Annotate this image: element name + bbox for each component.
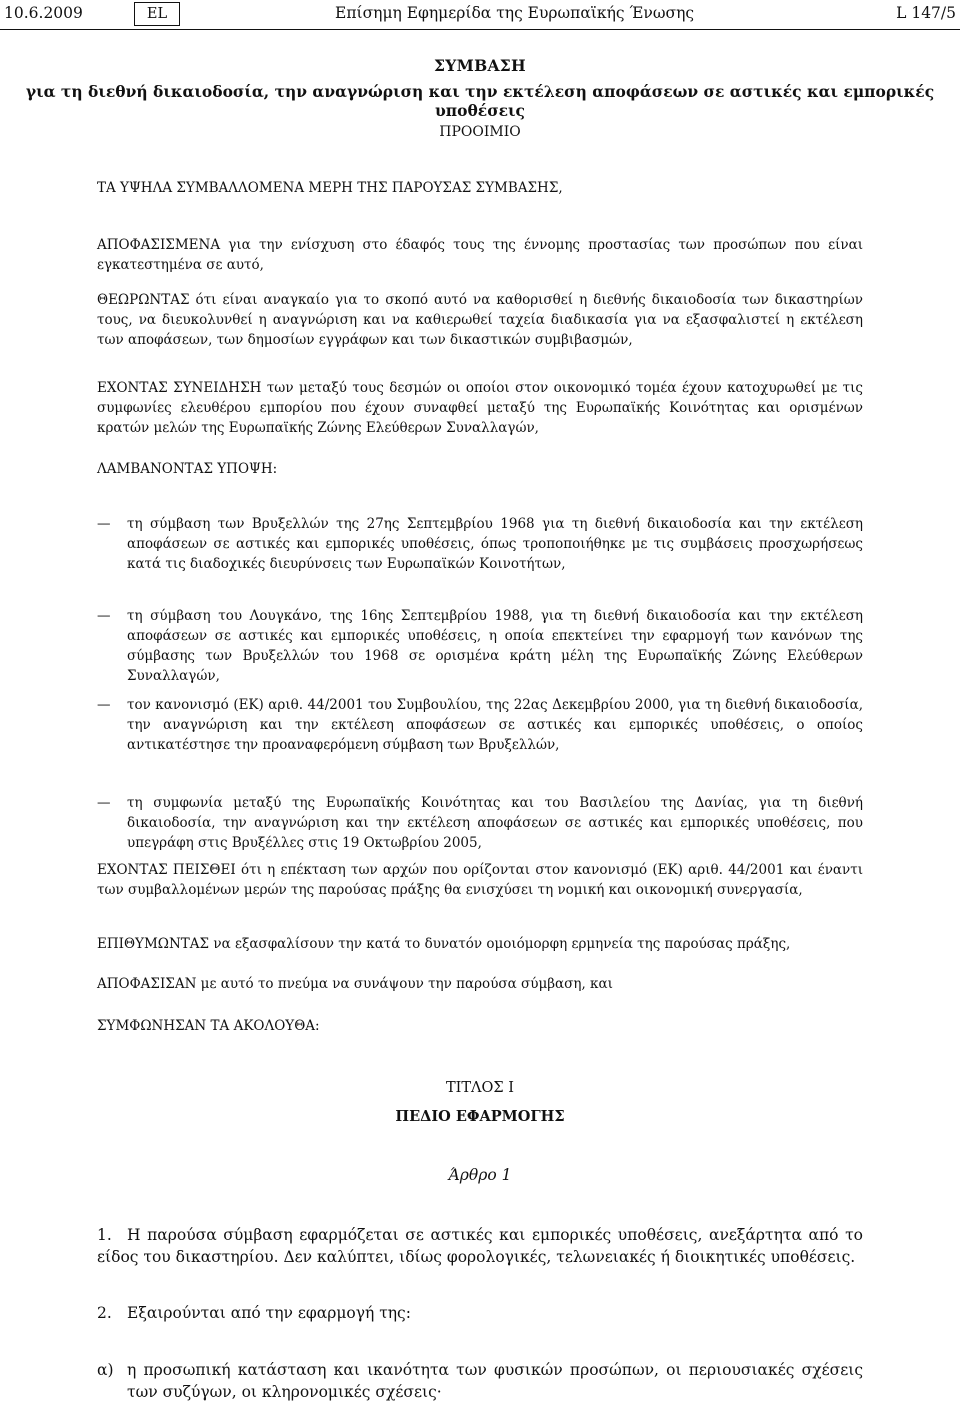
list-item-text: τον κανονισμό (ΕΚ) αριθ. 44/2001 του Συμβουλίου, της 22ας Δεκεμβρίου 2000, για τη διεθνή δικαιοδοσία, την αναγνώριση και την εκτέλεση αποφάσεων σε αστικές και εμπορικές υποθέσεις, ο οποίος αντικατέστησε την προαναφερόμενη σύμβαση των Βρυξελλών, bbox=[127, 697, 863, 753]
recital-agreed: ΣΥΜΦΩΝΗΣΑΝ ΤΑ ΑΚΟΛΟΥΘΑ: bbox=[97, 1018, 320, 1034]
recital-determined: ΑΠΟΦΑΣΙΣΜΕΝΑ για την ενίσχυση στο έδαφός τους της έννομης προστασίας των προσώπων που είναι εγκατεστημένα σε αυτό, bbox=[97, 237, 863, 273]
recital-considering: ΘΕΩΡΩΝΤΑΣ ότι είναι αναγκαίο για το σκοπό αυτό να καθορισθεί η διεθνής δικαιοδοσία των δικαστηρίων τους, να διευκολυνθεί η αναγνώριση και να καθιερωθεί ταχεία διαδικασία για να εξασφαλιστεί η εκτέλεση των αποφάσεων, των δημοσίων εγγράφων και των δικαστικών συμβιβασμών, bbox=[97, 292, 863, 348]
document-title: ΣΥΜΒΑΣΗ bbox=[433, 56, 526, 75]
list-item bbox=[97, 606, 863, 686]
language-code-box: EL bbox=[134, 2, 180, 26]
title-number: ΤΙΤΛΟΣ I bbox=[445, 1080, 515, 1096]
dash-marker: — bbox=[97, 516, 111, 532]
recital-desiring: ΕΠΙΘΥΜΩΝΤΑΣ να εξασφαλίσουν την κατά το δυνατόν ομοιόμορφη ερμηνεία της παρούσας πράξης, bbox=[97, 936, 791, 952]
article-clause bbox=[97, 1224, 863, 1268]
list-item bbox=[97, 514, 863, 574]
clause-text: Εξαιρούνται από την εφαρμογή της: bbox=[127, 1304, 411, 1322]
article-heading: Άρθρο 1 bbox=[448, 1166, 512, 1184]
list-item-text: τη σύμβαση του Λουγκάνο, της 16ης Σεπτεμβρίου 1988, για τη διεθνή δικαιοδοσία και την εκτέλεση αποφάσεων σε αστικές και εμπορικές υποθέσεις, η οποία επεκτείνει την εφαρμογή των κανόνων της σύμβασης των Βρυξελλών του 1968 σε ορισμένα κράτη μέλη της Ευρωπαϊκής Ζώνης Ελεύθερων Συναλλαγών, bbox=[127, 608, 863, 684]
header-rule bbox=[0, 29, 960, 30]
list-item bbox=[97, 695, 863, 755]
dash-marker: — bbox=[97, 697, 111, 713]
recital-convinced: ΕΧΟΝΤΑΣ ΠΕΙΣΘΕΙ ότι η επέκταση των αρχών που ορίζονται στον κανονισμό (ΕΚ) αριθ. 44/2001 και έναντι των συμβαλλομένων μερών της παρούσας πράξης θα ενισχύσει τη νομική και οικονομική συνεργασία, bbox=[97, 862, 863, 898]
preamble-heading: ΠΡΟΟΙΜΙΟ bbox=[439, 124, 521, 140]
exclusion-item bbox=[97, 1359, 863, 1403]
clause-text: Η παρούσα σύμβαση εφαρμόζεται σε αστικές και εμπορικές υποθέσεις, ανεξάρτητα από το είδος του δικαστηρίου. Δεν καλύπτει, ιδίως φορολογικές, τελωνειακές ή διοικητικές υποθέσεις. bbox=[97, 1226, 863, 1266]
exclusion-text: η προσωπική κατάσταση και ικανότητα των φυσικών προσώπων, οι περιουσιακές σχέσεις των συζύγων, οι κληρονομικές σχέσεις· bbox=[127, 1361, 863, 1401]
publication-date: 10.6.2009 bbox=[4, 4, 83, 22]
clause-number: 2. bbox=[97, 1304, 112, 1322]
list-item-text: τη συμφωνία μεταξύ της Ευρωπαϊκής Κοινότητας και του Βασιλείου της Δανίας, για τη διεθνή δικαιοδοσία, την αναγνώριση και την εκτέλεση αποφάσεων σε αστικές και εμπορικές υποθέσεις, που υπεγράφη στις Βρυξέλλες στις 19 Οκτωβρίου 2005, bbox=[127, 795, 863, 851]
journal-title: Επίσημη Εφημερίδα της Ευρωπαϊκής Ένωσης bbox=[335, 4, 695, 22]
page-reference: L 147/5 bbox=[896, 4, 956, 22]
recital-aware: ΕΧΟΝΤΑΣ ΣΥΝΕΙΔΗΣΗ των μεταξύ τους δεσμών οι οποίοι στον οικονομικό τομέα έχουν κατοχυρωθεί με τις συμφωνίες ελευθέρου εμπορίου που έχουν συναφθεί μεταξύ της Ευρωπαϊκής Κοινότητας και ορισμένων κρατών μελών της Ευρωπαϊκής Ζώνης Ελεύθερων Συναλλαγών, bbox=[97, 380, 863, 436]
document-subtitle: για τη διεθνή δικαιοδοσία, την αναγνώριση και την εκτέλεση αποφάσεων σε αστικές και εμπορικές υποθέσεις bbox=[25, 82, 935, 120]
exclusion-label: α) bbox=[97, 1361, 114, 1379]
list-item-text: τη σύμβαση των Βρυξελλών της 27ης Σεπτεμβρίου 1968 για τη διεθνή δικαιοδοσία και την εκτέλεση αποφάσεων σε αστικές και εμπορικές υποθέσεις, όπως τροποποιήθηκε με τις συμβάσεις προσχωρήσεως κατά τις διαδοχικές διευρύνσεις των Ευρωπαϊκών Κοινοτήτων, bbox=[127, 516, 863, 572]
recital-parties: ΤΑ ΥΨΗΛΑ ΣΥΜΒΑΛΛΟΜΕΝΑ ΜΕΡΗ ΤΗΣ ΠΑΡΟΥΣΑΣ ΣΥΜΒΑΣΗΣ, bbox=[97, 180, 563, 196]
clause-number: 1. bbox=[97, 1226, 112, 1244]
journal-header bbox=[0, 4, 960, 28]
dash-marker: — bbox=[97, 608, 111, 624]
recital-taking-into-account: ΛΑΜΒΑΝΟΝΤΑΣ ΥΠΟΨΗ: bbox=[97, 461, 278, 477]
recital-decided: ΑΠΟΦΑΣΙΣΑΝ με αυτό το πνεύμα να συνάψουν την παρούσα σύμβαση, και bbox=[97, 976, 613, 992]
dash-marker: — bbox=[97, 795, 111, 811]
list-item bbox=[97, 793, 863, 853]
article-clause bbox=[97, 1302, 863, 1324]
scope-heading: ΠΕΔΙΟ ΕΦΑΡΜΟΓΗΣ bbox=[395, 1108, 565, 1125]
